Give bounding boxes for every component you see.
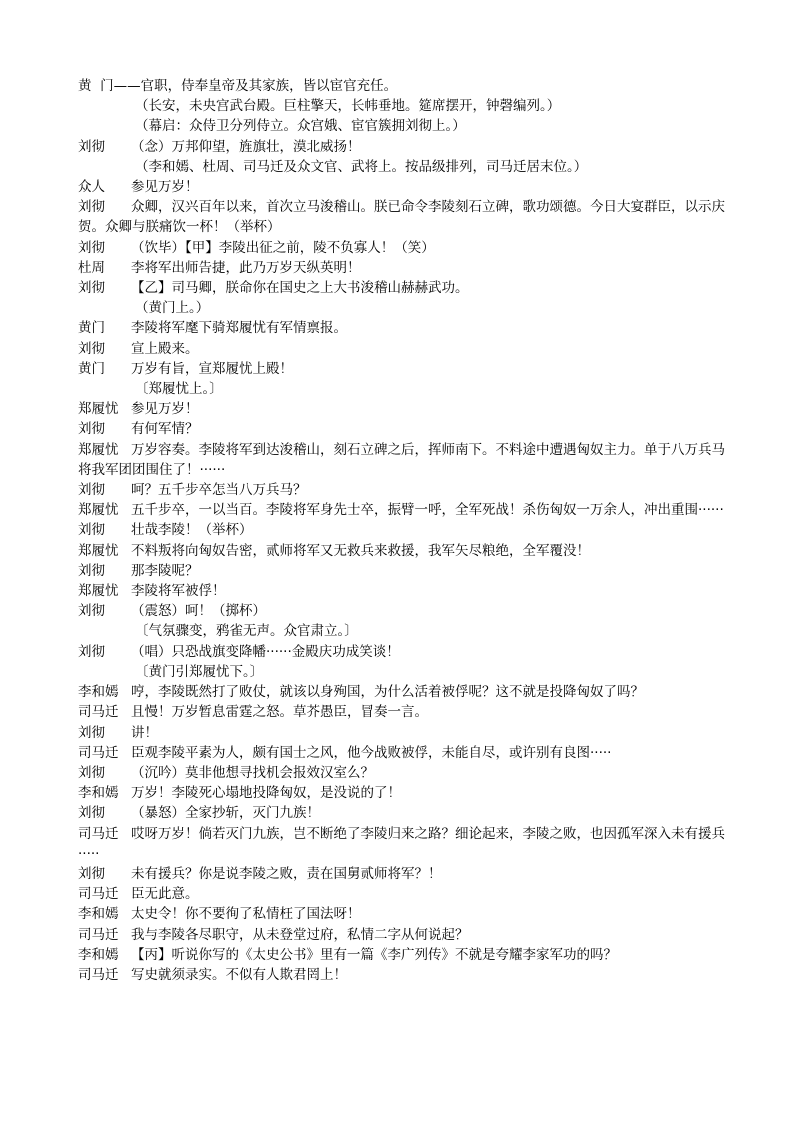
speaker-name: 郑履忧 (78, 401, 119, 418)
stage-direction (78, 157, 728, 177)
speaker-name: 刘彻 (78, 764, 105, 781)
dialogue-line (78, 945, 728, 965)
dialogue-text: 臣观李陵平素为人，颇有国士之风，他今战败被俘，未能自尽，或许别有良图····· (131, 744, 612, 761)
dialogue-line (78, 803, 728, 823)
intro-line (78, 76, 728, 96)
dialogue-line (78, 965, 728, 985)
dialogue-text: 参见万岁！ (131, 179, 199, 196)
speaker-name: 刘彻 (78, 340, 105, 357)
dialogue-line (78, 238, 728, 258)
dialogue-text: 有何军情？ (131, 421, 199, 438)
dialogue-text: 参见万岁！ (131, 401, 199, 418)
dialogue-text: 众卿，汉兴百年以来，首次立马浚稽山。朕已命令李陵刻石立碑，歌功颂德。今日大宴群臣，以示庆贺。众卿与朕痛饮一杯！（举杯） (78, 199, 725, 236)
stage-direction (78, 662, 728, 682)
dialogue-text: 壮哉李陵！（举杯） (131, 522, 253, 539)
dialogue-text: （震怒）呵！（掷杯） (131, 603, 266, 620)
speaker-name: 郑履忧 (78, 502, 119, 519)
dialogue-text: 写史就须录实。不似有人欺君罔上！ (131, 966, 347, 983)
dialogue-text: 万岁！李陵死心塌地投降匈奴，是没说的了！ (131, 785, 401, 802)
dialogue-text: （饮毕）【甲】李陵出征之前，陵不负寡人！（笑） (131, 239, 435, 256)
speaker-name: 刘彻 (78, 805, 105, 822)
speaker-name: 李和嫣 (78, 684, 119, 701)
dialogue-text: 讲！ (131, 724, 158, 741)
dialogue-text: 且慢！万岁暂息雷霆之怒。草芥愚臣，冒奏一言。 (131, 704, 428, 721)
dialogue-text: 哎呀万岁！倘若灭门九族，岂不断绝了李陵归来之路？细论起来，李陵之败，也因孤军深入未有援兵····· (78, 825, 725, 862)
speaker-name: 刘彻 (78, 643, 105, 660)
dialogue-line (78, 601, 728, 621)
dialogue-line (78, 419, 728, 439)
stage-direction (78, 298, 728, 318)
stage-direction (78, 116, 728, 136)
dialogue-line (78, 197, 728, 237)
dialogue-line (78, 561, 728, 581)
dialogue-line (78, 702, 728, 722)
speaker-name: 刘彻 (78, 239, 105, 256)
dialogue-text: 臣无此意。 (131, 886, 199, 903)
dialogue-line (78, 763, 728, 783)
dialogue-text: 五千步卒，一以当百。李陵将军身先士卒，振臂一呼，全军死战！杀伤匈奴一万余人，冲出重围······ (131, 502, 724, 519)
speaker-name: 司马迁 (78, 825, 119, 842)
speaker-name: 李和嫣 (78, 946, 119, 963)
dialogue-line (78, 339, 728, 359)
dialogue-line (78, 399, 728, 419)
speaker-name: 杜周 (78, 259, 105, 276)
dialogue-text: 【乙】司马卿，朕命你在国史之上大书浚稽山赫赫武功。 (131, 280, 469, 297)
dialogue-text: 哼，李陵既然打了败仗，就该以身殉国，为什么活着被俘呢？这不就是投降匈奴了吗？ (131, 684, 644, 701)
speaker-name: 刘彻 (78, 603, 105, 620)
line-text: （幕启：众侍卫分列侍立。众宫娥、宦官簇拥刘彻上。） (135, 118, 466, 135)
stage-direction (78, 379, 728, 399)
dialogue-text: 宣上殿来。 (131, 340, 199, 357)
speaker-name: 刘彻 (78, 482, 105, 499)
dialogue-line (78, 864, 728, 884)
speaker-name: 郑履忧 (78, 542, 119, 559)
speaker-name: 刘彻 (78, 724, 105, 741)
dialogue-text: 万岁有旨，宣郑履忧上殿！ (131, 360, 293, 377)
speaker-name: 李和嫣 (78, 906, 119, 923)
dialogue-line (78, 480, 728, 500)
dialogue-text: 呵？五千步卒怎当八万兵马？ (131, 482, 307, 499)
line-text: 〔郑履忧上。〕 (135, 381, 223, 398)
line-text: （长安，未央宫武台殿。巨柱擎天，长帏垂地。筵席摆开，钟磬编列。） (135, 98, 561, 115)
dialogue-text: 那李陵呢？ (131, 562, 199, 579)
speaker-name: 刘彻 (78, 865, 105, 882)
speaker-name: 刘彻 (78, 562, 105, 579)
dialogue-line (78, 177, 728, 197)
dialogue-line (78, 824, 728, 864)
line-text: 〔黄门引郑履忧下。〕 (135, 663, 264, 680)
speaker-name: 刘彻 (78, 280, 105, 297)
speaker-name: 司马迁 (78, 926, 119, 943)
speaker-name: 郑履忧 (78, 583, 119, 600)
dialogue-line (78, 723, 728, 743)
line-text: 〔气氛骤变，鸦雀无声。众官肃立。〕 (135, 623, 358, 640)
dialogue-text: 不料叛将向匈奴告密，贰师将军又无救兵来救援，我军矢尽粮绝，全军覆没！ (131, 542, 590, 559)
dialogue-line (78, 783, 728, 803)
speaker-name: 司马迁 (78, 966, 119, 983)
speaker-name: 司马迁 (78, 744, 119, 761)
dialogue-text: 李陵将军被俘！ (131, 583, 226, 600)
dialogue-text: 未有援兵？你是说李陵之败，责在国舅贰师将军？！ (131, 865, 442, 882)
speaker-name: 黄门 (78, 360, 105, 377)
speaker-name: 司马迁 (78, 886, 119, 903)
speaker-name: 刘彻 (78, 199, 105, 216)
speaker-name: 刘彻 (78, 522, 105, 539)
stage-direction (78, 621, 728, 641)
dialogue-text: （念）万邦仰望，旌旗壮，漠北威扬！ (131, 138, 361, 155)
dialogue-line (78, 541, 728, 561)
line-text: 黄 门——官职，侍奉皇帝及其家族，皆以宦官充任。 (78, 78, 398, 94)
dialogue-text: 【丙】听说你写的《太史公书》里有一篇《李广列传》不就是夸耀李家军功的吗？ (131, 946, 617, 963)
dialogue-line (78, 642, 728, 662)
dialogue-line (78, 682, 728, 702)
line-text: （李和嫣、杜周、司马迁及众文官、武将上。按品级排列，司马迁居末位。） (135, 158, 588, 175)
line-text: （黄门上。） (135, 300, 210, 317)
script-page (78, 76, 728, 985)
dialogue-text: （唱）只恐战旗变降幡······金殿庆功成笑谈！ (131, 643, 400, 660)
dialogue-text: 我与李陵各尽职守，从未登堂过府，私情二字从何说起？ (131, 926, 469, 943)
speaker-name: 郑履忧 (78, 441, 119, 458)
dialogue-line (78, 904, 728, 924)
dialogue-text: （沉吟）莫非他想寻找机会报效汉室么？ (131, 764, 374, 781)
dialogue-line (78, 743, 728, 763)
speaker-name: 司马迁 (78, 704, 119, 721)
dialogue-line (78, 258, 728, 278)
dialogue-line (78, 137, 728, 157)
dialogue-line (78, 359, 728, 379)
speaker-name: 李和嫣 (78, 785, 119, 802)
dialogue-text: （暴怒）全家抄斩，灭门九族！ (131, 805, 320, 822)
dialogue-line (78, 440, 728, 480)
dialogue-line (78, 925, 728, 945)
dialogue-text: 太史令！你不要徇了私情枉了国法呀！ (131, 906, 361, 923)
dialogue-line (78, 884, 728, 904)
speaker-name: 刘彻 (78, 138, 105, 155)
dialogue-text: 李陵将军麾下骑郑履忧有军情禀报。 (131, 320, 347, 337)
dialogue-line (78, 278, 728, 298)
dialogue-line (78, 500, 728, 520)
dialogue-text: 李将军出师告捷，此乃万岁天纵英明！ (131, 259, 361, 276)
dialogue-line (78, 318, 728, 338)
speaker-name: 刘彻 (78, 421, 105, 438)
dialogue-line (78, 581, 728, 601)
stage-direction (78, 96, 728, 116)
dialogue-text: 万岁容奏。李陵将军到达浚稽山，刻石立碑之后，挥师南下。不料途中遭遇匈奴主力。单于八万兵马将我军团团围住了！······ (78, 441, 725, 478)
dialogue-line (78, 520, 728, 540)
speaker-name: 众人 (78, 179, 105, 196)
speaker-name: 黄门 (78, 320, 105, 337)
